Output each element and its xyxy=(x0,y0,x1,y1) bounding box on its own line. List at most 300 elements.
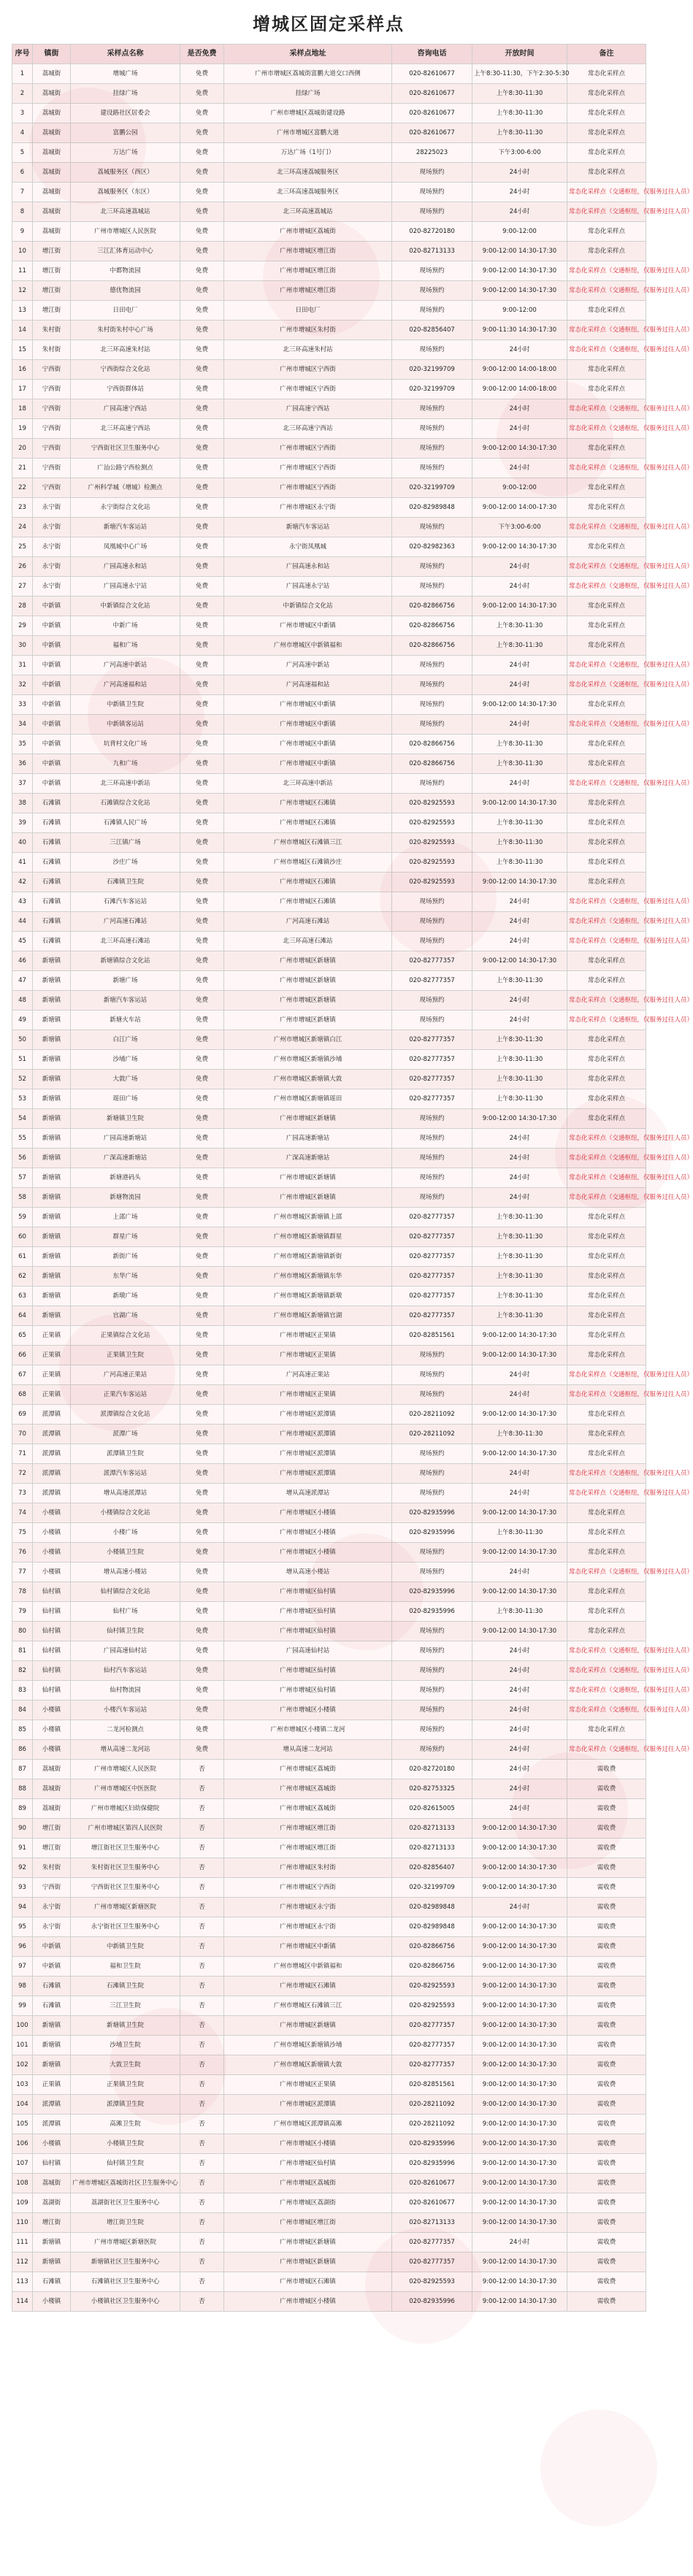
row-hours: 上午8:30-11:30 xyxy=(472,104,567,123)
row-address: 广州市增城区宁西街 xyxy=(224,360,392,380)
table-row xyxy=(12,1129,646,1149)
page-title: 增城区固定采样点 xyxy=(253,13,405,34)
row-hours: 上午8:30-11:30 xyxy=(472,735,567,754)
row-free: 免费 xyxy=(180,163,224,183)
row-town: 荔城街 xyxy=(33,163,71,183)
row-hours: 24小时 xyxy=(472,991,567,1011)
row-free: 免费 xyxy=(180,656,224,675)
row-index: 53 xyxy=(12,1089,33,1109)
row-hours: 上午8:30-11:30 xyxy=(472,1602,567,1622)
row-index: 31 xyxy=(12,656,33,675)
row-hours: 24小时 xyxy=(472,399,567,419)
row-town: 荔湖街 xyxy=(33,2193,71,2213)
row-index: 62 xyxy=(12,1267,33,1287)
table-row xyxy=(12,1011,646,1030)
row-free: 免费 xyxy=(180,64,224,84)
table-row xyxy=(12,2075,646,2095)
row-address: 广州市增城区石滩镇 xyxy=(224,813,392,833)
row-town: 仙村镇 xyxy=(33,1582,71,1602)
table-row xyxy=(12,912,646,932)
row-index: 56 xyxy=(12,1149,33,1168)
row-town: 新塘镇 xyxy=(33,1287,71,1306)
row-address: 广州市增城区小楼镇二龙河 xyxy=(224,1720,392,1740)
row-phone: 020-28211092 xyxy=(392,1425,472,1444)
row-address: 广州市增城区石滩镇 xyxy=(224,873,392,892)
row-hours: 9:00-12:00 14:30-17:30 xyxy=(472,2272,567,2292)
row-index: 35 xyxy=(12,735,33,754)
row-phone: 020-82777357 xyxy=(392,1227,472,1247)
row-town: 中新镇 xyxy=(33,656,71,675)
row-name: 中新镇综合文化站 xyxy=(71,597,180,616)
row-address: 广州市增城区新塘镇上邵 xyxy=(224,1208,392,1227)
row-phone: 现场预约 xyxy=(392,892,472,912)
row-name: 新塘广场 xyxy=(71,971,180,991)
row-name: 官湖广场 xyxy=(71,1306,180,1326)
row-free: 免费 xyxy=(180,1405,224,1425)
row-hours: 9:00-12:00 14:30-17:30 xyxy=(472,1622,567,1641)
row-name: 派潭汽车客运站 xyxy=(71,1464,180,1484)
row-address: 广园高速宁西站 xyxy=(224,399,392,419)
row-note: 常态化采样点 xyxy=(567,597,646,616)
row-name: 增从高速派潭站 xyxy=(71,1484,180,1503)
row-name: 广河高速福和站 xyxy=(71,675,180,695)
row-hours: 9:00-12:00 xyxy=(472,301,567,321)
row-phone: 020-82777357 xyxy=(392,2055,472,2075)
row-free: 免费 xyxy=(180,498,224,518)
row-phone: 现场预约 xyxy=(392,1188,472,1208)
row-hours: 上午8:30-11:30 xyxy=(472,1425,567,1444)
row-phone: 现场预约 xyxy=(392,774,472,794)
row-index: 33 xyxy=(12,695,33,715)
table-row xyxy=(12,1661,646,1681)
row-town: 荔城街 xyxy=(33,84,71,104)
row-town: 永宁街 xyxy=(33,1898,71,1917)
row-note: 需收费 xyxy=(567,1898,646,1917)
row-name: 中新镇客运站 xyxy=(71,715,180,735)
row-note: 常态化采样点（交通枢纽，仅服务过往人员） xyxy=(567,1740,646,1760)
row-town: 宁西街 xyxy=(33,399,71,419)
row-index: 78 xyxy=(12,1582,33,1602)
row-note: 常态化采样点 xyxy=(567,360,646,380)
row-index: 5 xyxy=(12,143,33,163)
header-cell-note: 备注 xyxy=(567,45,646,64)
row-free: 免费 xyxy=(180,873,224,892)
row-name: 增从高速二龙河站 xyxy=(71,1740,180,1760)
row-town: 中新镇 xyxy=(33,636,71,656)
table-row xyxy=(12,183,646,202)
row-free: 否 xyxy=(180,2292,224,2312)
row-name: 北三环高速荔城站 xyxy=(71,202,180,222)
row-index: 51 xyxy=(12,1050,33,1070)
row-hours: 9:00-12:00 14:30-17:30 xyxy=(472,537,567,557)
row-free: 免费 xyxy=(180,892,224,912)
row-hours: 9:00-12:00 14:30-17:30 xyxy=(472,1405,567,1425)
row-hours: 9:00-12:00 14:30-17:30 xyxy=(472,1917,567,1937)
row-town: 荔城街 xyxy=(33,143,71,163)
row-phone: 020-32199709 xyxy=(392,478,472,498)
row-note: 常态化采样点 xyxy=(567,1030,646,1050)
row-name: 派潭镇综合文化站 xyxy=(71,1405,180,1425)
row-note: 常态化采样点（交通枢纽，仅服务过往人员） xyxy=(567,419,646,439)
table-row xyxy=(12,222,646,242)
table-row xyxy=(12,2272,646,2292)
row-address: 广州市增城区正果镇 xyxy=(224,1385,392,1405)
row-town: 中新镇 xyxy=(33,675,71,695)
row-town: 永宁街 xyxy=(33,498,71,518)
row-address: 广州市增城区小楼镇 xyxy=(224,1701,392,1720)
row-free: 否 xyxy=(180,2213,224,2233)
row-phone: 020-82935996 xyxy=(392,2292,472,2312)
row-hours: 9:00-12:00 14:30-17:30 xyxy=(472,1977,567,1996)
row-hours: 9:00-12:00 14:30-17:30 xyxy=(472,2213,567,2233)
row-free: 免费 xyxy=(180,1740,224,1760)
table-header xyxy=(12,45,646,64)
row-name: 北三环高速石滩站 xyxy=(71,932,180,951)
row-free: 否 xyxy=(180,1760,224,1779)
row-hours: 上午8:30-11:30 xyxy=(472,1227,567,1247)
row-hours: 24小时 xyxy=(472,1011,567,1030)
row-index: 94 xyxy=(12,1898,33,1917)
row-note: 常态化采样点 xyxy=(567,1444,646,1464)
row-hours: 24小时 xyxy=(472,340,567,360)
row-free: 免费 xyxy=(180,1109,224,1129)
row-town: 增江街 xyxy=(33,1819,71,1839)
row-index: 13 xyxy=(12,301,33,321)
row-town: 荔城街 xyxy=(33,202,71,222)
row-address: 广州市增城区荔城街 xyxy=(224,2174,392,2193)
row-address: 北三环高速石滩站 xyxy=(224,932,392,951)
row-name: 增从高速小楼站 xyxy=(71,1563,180,1582)
row-town: 新塘镇 xyxy=(33,1247,71,1267)
row-address: 广州市增城区石滩镇 xyxy=(224,892,392,912)
row-index: 85 xyxy=(12,1720,33,1740)
row-town: 石滩镇 xyxy=(33,873,71,892)
row-note: 需收费 xyxy=(567,2233,646,2253)
row-address: 广州市增城区荔城街建设路 xyxy=(224,104,392,123)
row-index: 82 xyxy=(12,1661,33,1681)
table-row xyxy=(12,1109,646,1129)
row-phone: 020-82925593 xyxy=(392,813,472,833)
row-address: 广州市增城区新塘镇瑶田 xyxy=(224,1089,392,1109)
row-address: 广州市增城区新塘镇大敦 xyxy=(224,2055,392,2075)
table-row xyxy=(12,1484,646,1503)
row-index: 101 xyxy=(12,2036,33,2055)
row-phone: 现场预约 xyxy=(392,1701,472,1720)
row-hours: 9:00-12:00 14:30-17:30 xyxy=(472,1326,567,1346)
row-address: 广州市增城区荔城街富鹏大道交口西侧 xyxy=(224,64,392,84)
row-phone: 现场预约 xyxy=(392,399,472,419)
row-town: 增江街 xyxy=(33,301,71,321)
table-row xyxy=(12,597,646,616)
row-town: 新塘镇 xyxy=(33,1149,71,1168)
row-phone: 020-82925593 xyxy=(392,1996,472,2016)
table-row xyxy=(12,1582,646,1602)
row-index: 74 xyxy=(12,1503,33,1523)
row-name: 宁西街社区卫生服务中心 xyxy=(71,439,180,459)
row-name: 沙埔卫生院 xyxy=(71,2036,180,2055)
row-hours: 24小时 xyxy=(472,1701,567,1720)
row-note: 需收费 xyxy=(567,2075,646,2095)
row-phone: 现场预约 xyxy=(392,1168,472,1188)
row-name: 荔城服务区（西区） xyxy=(71,163,180,183)
row-note: 需收费 xyxy=(567,1977,646,1996)
row-free: 否 xyxy=(180,2075,224,2095)
row-note: 常态化采样点 xyxy=(567,64,646,84)
table-row xyxy=(12,616,646,636)
row-address: 广州市增城区新塘镇新街 xyxy=(224,1247,392,1267)
row-phone: 现场预约 xyxy=(392,419,472,439)
row-free: 免费 xyxy=(180,557,224,577)
row-town: 荔城街 xyxy=(33,2174,71,2193)
row-note: 常态化采样点（交通枢纽，仅服务过往人员） xyxy=(567,1365,646,1385)
row-phone: 020-82713133 xyxy=(392,1819,472,1839)
row-name: 正果镇卫生院 xyxy=(71,1346,180,1365)
row-hours: 上午8:30-11:30 xyxy=(472,971,567,991)
row-phone: 020-82610677 xyxy=(392,123,472,143)
row-address: 广园高速仙村站 xyxy=(224,1641,392,1661)
row-name: 日田电厂 xyxy=(71,301,180,321)
row-hours: 上午8:30-11:30 xyxy=(472,1523,567,1543)
row-name: 广河高速正果站 xyxy=(71,1365,180,1385)
row-note: 需收费 xyxy=(567,1937,646,1957)
row-address: 广州市增城区中新镇 xyxy=(224,616,392,636)
row-name: 九和广场 xyxy=(71,754,180,774)
row-note: 常态化采样点 xyxy=(567,873,646,892)
table-row xyxy=(12,1523,646,1543)
row-town: 新塘镇 xyxy=(33,2016,71,2036)
row-note: 常态化采样点（交通枢纽，仅服务过往人员） xyxy=(567,1149,646,1168)
row-name: 宁西街综合文化站 xyxy=(71,360,180,380)
row-name: 石滩镇社区卫生服务中心 xyxy=(71,2272,180,2292)
row-index: 109 xyxy=(12,2193,33,2213)
row-index: 61 xyxy=(12,1247,33,1267)
row-hours: 24小时 xyxy=(472,1720,567,1740)
table-row xyxy=(12,1149,646,1168)
row-index: 71 xyxy=(12,1444,33,1464)
row-address: 广州市增城区宁西街 xyxy=(224,1878,392,1898)
row-index: 39 xyxy=(12,813,33,833)
row-name: 新墩广场 xyxy=(71,1287,180,1306)
row-index: 75 xyxy=(12,1523,33,1543)
row-index: 64 xyxy=(12,1306,33,1326)
row-hours: 24小时 xyxy=(472,1464,567,1484)
row-index: 54 xyxy=(12,1109,33,1129)
row-address: 广园高速永宁站 xyxy=(224,577,392,597)
row-hours: 上午8:30-11:30 xyxy=(472,1267,567,1287)
row-free: 免费 xyxy=(180,1602,224,1622)
row-phone: 020-82935996 xyxy=(392,1523,472,1543)
row-town: 永宁街 xyxy=(33,1917,71,1937)
row-name: 广州市增城区人民医院 xyxy=(71,222,180,242)
row-name: 新塘镇社区卫生服务中心 xyxy=(71,2253,180,2272)
row-index: 95 xyxy=(12,1917,33,1937)
row-phone: 现场预约 xyxy=(392,1681,472,1701)
row-hours: 24小时 xyxy=(472,2233,567,2253)
table-row xyxy=(12,261,646,281)
row-free: 否 xyxy=(180,2055,224,2075)
table-row xyxy=(12,64,646,84)
row-phone: 020-82777357 xyxy=(392,951,472,971)
row-free: 免费 xyxy=(180,735,224,754)
row-phone: 020-82866756 xyxy=(392,616,472,636)
row-phone: 现场预约 xyxy=(392,202,472,222)
row-free: 免费 xyxy=(180,1681,224,1701)
row-phone: 020-82777357 xyxy=(392,2253,472,2272)
row-town: 石滩镇 xyxy=(33,932,71,951)
row-name: 仙村广场 xyxy=(71,1602,180,1622)
row-hours: 9:00-12:00 14:00-18:00 xyxy=(472,380,567,399)
row-phone: 020-82777357 xyxy=(392,1030,472,1050)
row-free: 免费 xyxy=(180,991,224,1011)
row-town: 小楼镇 xyxy=(33,2292,71,2312)
table-row xyxy=(12,557,646,577)
row-hours: 9:00-12:00 14:30-17:30 xyxy=(472,2115,567,2134)
row-free: 免费 xyxy=(180,104,224,123)
row-free: 免费 xyxy=(180,1720,224,1740)
table-row xyxy=(12,1405,646,1425)
table-row xyxy=(12,813,646,833)
row-free: 免费 xyxy=(180,1365,224,1385)
row-address: 广州市增城区新塘镇 xyxy=(224,951,392,971)
row-name: 荔湖街社区卫生服务中心 xyxy=(71,2193,180,2213)
row-index: 112 xyxy=(12,2253,33,2272)
row-address: 广州市增城区新塘镇沙埔 xyxy=(224,1050,392,1070)
row-town: 中新镇 xyxy=(33,616,71,636)
row-phone: 020-28211092 xyxy=(392,2095,472,2115)
row-free: 免费 xyxy=(180,1326,224,1346)
row-note: 需收费 xyxy=(567,1917,646,1937)
row-name: 宁西街群体站 xyxy=(71,380,180,399)
row-phone: 现场预约 xyxy=(392,301,472,321)
row-free: 否 xyxy=(180,2095,224,2115)
row-hours: 9:00-12:00 14:30-17:30 xyxy=(472,1819,567,1839)
row-address: 广州市增城区石滩镇三江 xyxy=(224,833,392,853)
table-row xyxy=(12,715,646,735)
row-town: 永宁街 xyxy=(33,557,71,577)
row-hours: 24小时 xyxy=(472,202,567,222)
table-row xyxy=(12,833,646,853)
row-hours: 上午8:30-11:30 xyxy=(472,813,567,833)
row-note: 常态化采样点 xyxy=(567,636,646,656)
row-address: 广州市增城区增江街 xyxy=(224,281,392,301)
row-hours: 24小时 xyxy=(472,1563,567,1582)
table-row xyxy=(12,1720,646,1740)
table-row xyxy=(12,2036,646,2055)
row-name: 群星广场 xyxy=(71,1227,180,1247)
row-free: 免费 xyxy=(180,577,224,597)
row-phone: 现场预约 xyxy=(392,459,472,478)
table-row xyxy=(12,380,646,399)
table-row xyxy=(12,1898,646,1917)
row-note: 常态化采样点（交通枢纽，仅服务过往人员） xyxy=(567,1681,646,1701)
table-row xyxy=(12,1070,646,1089)
row-phone: 020-82777357 xyxy=(392,2016,472,2036)
row-note: 常态化采样点（交通枢纽，仅服务过往人员） xyxy=(567,261,646,281)
row-address: 广州市增城区新塘镇 xyxy=(224,2016,392,2036)
row-free: 免费 xyxy=(180,1484,224,1503)
row-phone: 现场预约 xyxy=(392,1484,472,1503)
row-hours: 上午8:30-11:30 xyxy=(472,1050,567,1070)
row-address: 增从高速派潭站 xyxy=(224,1484,392,1503)
sampling-points-table xyxy=(12,44,693,2312)
row-free: 免费 xyxy=(180,1168,224,1188)
table-row xyxy=(12,537,646,557)
row-note: 常态化采样点 xyxy=(567,1326,646,1346)
row-phone: 020-82610677 xyxy=(392,2174,472,2193)
row-hours: 9:00-12:00 14:30-17:30 xyxy=(472,2036,567,2055)
row-free: 免费 xyxy=(180,478,224,498)
row-index: 29 xyxy=(12,616,33,636)
row-hours: 24小时 xyxy=(472,656,567,675)
row-name: 沙庄广场 xyxy=(71,853,180,873)
row-town: 小楼镇 xyxy=(33,1720,71,1740)
row-phone: 020-28211092 xyxy=(392,1405,472,1425)
table-row xyxy=(12,951,646,971)
row-hours: 9:00-12:00 14:30-17:30 xyxy=(472,1444,567,1464)
table-row xyxy=(12,1819,646,1839)
row-name: 新塘火车站 xyxy=(71,1011,180,1030)
row-name: 仙村镇综合文化站 xyxy=(71,1582,180,1602)
row-free: 免费 xyxy=(180,281,224,301)
row-free: 否 xyxy=(180,2193,224,2213)
row-address: 广州市增城区仙村镇 xyxy=(224,2154,392,2174)
table-row xyxy=(12,1740,646,1760)
row-address: 广州市增城区仙村镇 xyxy=(224,1681,392,1701)
row-town: 新塘镇 xyxy=(33,2253,71,2272)
row-name: 增江街社区卫生服务中心 xyxy=(71,1839,180,1858)
row-note: 常态化采样点（交通枢纽，仅服务过往人员） xyxy=(567,892,646,912)
row-note: 常态化采样点 xyxy=(567,498,646,518)
row-note: 常态化采样点（交通枢纽，仅服务过往人员） xyxy=(567,774,646,794)
row-hours: 9:00-12:00 14:30-17:30 xyxy=(472,2055,567,2075)
row-free: 免费 xyxy=(180,419,224,439)
table-row xyxy=(12,971,646,991)
row-note: 需收费 xyxy=(567,2154,646,2174)
row-free: 免费 xyxy=(180,715,224,735)
row-address: 万达广场（1号门） xyxy=(224,143,392,163)
row-town: 派潭镇 xyxy=(33,1425,71,1444)
row-town: 仙村镇 xyxy=(33,1661,71,1681)
row-name: 白江广场 xyxy=(71,1030,180,1050)
row-note: 常态化采样点 xyxy=(567,537,646,557)
row-hours: 上午8:30-11:30 xyxy=(472,1287,567,1306)
row-address: 广州市增城区新塘镇沙埔 xyxy=(224,2036,392,2055)
row-free: 否 xyxy=(180,2134,224,2154)
row-phone: 020-82713133 xyxy=(392,242,472,261)
row-address: 广州市增城区新塘镇白江 xyxy=(224,1030,392,1050)
row-hours: 24小时 xyxy=(472,163,567,183)
table-row xyxy=(12,1996,646,2016)
row-note: 需收费 xyxy=(567,2055,646,2075)
row-note: 常态化采样点（交通枢纽，仅服务过往人员） xyxy=(567,281,646,301)
row-town: 仙村镇 xyxy=(33,1641,71,1661)
table-row xyxy=(12,1858,646,1878)
row-note: 常态化采样点 xyxy=(567,616,646,636)
row-phone: 020-82610677 xyxy=(392,104,472,123)
row-phone: 020-82935996 xyxy=(392,1602,472,1622)
row-hours: 下午3:00-6:00 xyxy=(472,143,567,163)
row-free: 免费 xyxy=(180,123,224,143)
row-note: 常态化采样点 xyxy=(567,1582,646,1602)
row-town: 中新镇 xyxy=(33,695,71,715)
row-index: 24 xyxy=(12,518,33,537)
row-phone: 020-82753325 xyxy=(392,1779,472,1799)
row-phone: 020-82720180 xyxy=(392,222,472,242)
row-address: 日田电厂 xyxy=(224,301,392,321)
row-index: 66 xyxy=(12,1346,33,1365)
row-free: 免费 xyxy=(180,1030,224,1050)
row-town: 新塘镇 xyxy=(33,1011,71,1030)
